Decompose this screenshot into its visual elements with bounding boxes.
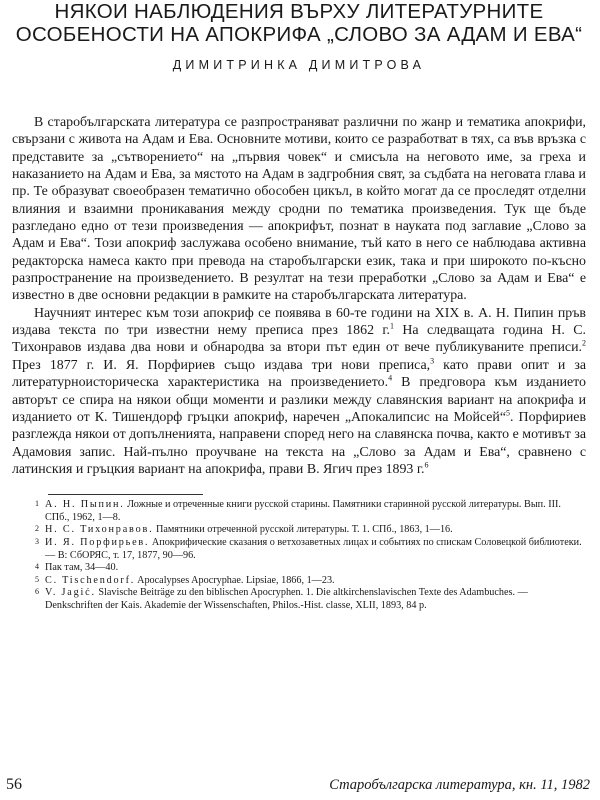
paragraph-2-text: . Порфириев разглежда някои от допълненията, направени според него на славянска почва, както е мотивът за Адамовия запис. Най-пълно проучване на текста на „Слово за Адам и Ева“, сравнено с латинския и гръцкия вариант на апокрифа, прави В. Ягич през 1893 г. (12, 409, 586, 477)
footnote (12, 499, 586, 524)
page-number: 56 (6, 776, 22, 793)
footnote-text: Памятники отреченной русской литературы. Т. 1. СПб., 1863, 1—16. (153, 524, 453, 536)
footnote-author: Н. С. Тихонравов. (45, 524, 154, 536)
footnote-ref-3[interactable]: 3 (430, 356, 435, 366)
footnote-ref-1[interactable]: 1 (390, 321, 395, 331)
paragraph-2-text: На следващата година Н. С. Тихонравов издава два нови и обнародва за втори път един от вече публикуваните преписи. (12, 323, 586, 356)
footnote-author: И. Я. Порфирьев. (45, 537, 150, 548)
article-title-line-1: НЯКОИ НАБЛЮДЕНИЯ ВЪРХУ ЛИТЕРАТУРНИТЕ (54, 0, 544, 23)
footnote-number: 2 (35, 524, 39, 534)
footnote-number: 4 (35, 562, 39, 572)
journal-citation: Старобългарска литература, кн. 11, 1982 (329, 777, 590, 793)
footnotes (12, 499, 586, 612)
footnote (12, 562, 586, 575)
paragraph-2-text: Научният интерес към този апокриф се появява в 60-те години на XIX в. А. Н. Пипин пръв издава текста по три известни нему преписа през 1862 г. (12, 305, 586, 339)
footnote (12, 575, 586, 588)
paragraph-2-text: като прави опит и за литературноисторическа характеристика на произведението. (12, 357, 586, 391)
page-footer (6, 772, 590, 794)
article-title-line-2: ОСОБЕНОСТИ НА АПОКРИФА „СЛОВО ЗА АДАМ И ЕВА“ (15, 23, 583, 46)
article-body (12, 114, 586, 478)
footnote-text: Apocalypses Apocryphae. Lipsiae, 1866, 1—23. (135, 574, 335, 586)
paragraph-1: В старобългарската литература се разпространяват различни по жанр и тематика апокрифи, свързани с живота на Адам и Ева. Основните мотиви, които се разработват в тях, са във връзка с представите за „сътворението“ на „първия човек“ и смисъла на неговото име, за греха и наказанието на Адам и Ева, за мястото на Адам в задгробния свят, за съдбата на неговата глава и пр. Те образуват своеобразен тематично обособен цикъл, в който могат да се проследят отделни влияния и взаимни проникавания между сродни по тематика произведения. Тук ще бъде разгледано едно от тези произведения — апокрифът, познат в науката под заглавие „Слово за Адам и Ева“. Този апокриф заслужава особено внимание, тъй като в него се наблюдава активна редакторска намеса както при превода на старобългарски език, така и при широкото по-късно разпространение на произведението. В резултат на тези преработки „Слово за Адам и Ева“ е известно в две основни редакции в рамките на старобългарската литература. (12, 115, 586, 304)
footnote-author: C. Tischendorf. (45, 574, 136, 586)
footnote-author: V. Jagić. (45, 587, 96, 599)
footnote-divider (48, 494, 203, 495)
footnote-number: 5 (35, 574, 39, 584)
footnote (12, 537, 586, 562)
footnote-ref-2[interactable]: 2 (582, 338, 586, 348)
footnote-text: Ложные и отреченные книги русской старины. Памятники старинной русской литературы. Вып. III. СПб., 1962, 1—8. (45, 499, 561, 523)
paragraph-2 (12, 305, 586, 478)
footnote-text: Slavische Beiträge zu den biblischen Apocryphen. 1. Die altkirchenslavischen Texte des Adambuches. — Denkschriften der Kais. Akademie der Wissenschaften, Philos.-Hist. classe, XLII, 1893, 84 p. (45, 587, 528, 611)
footnote (12, 524, 586, 537)
footnote-number: 6 (35, 587, 39, 597)
footnote-text: Пак там, 34—40. (45, 562, 119, 574)
footnote (12, 587, 586, 612)
paragraph-2-text: През 1877 г. И. Я. Порфириев също издава три нови преписа, (12, 357, 431, 373)
footnote-ref-4[interactable]: 4 (388, 373, 393, 383)
paragraph-2-text: В предговора към изданието авторът се спира на някои общи моменти и разлики между славянския вариант на апокрифа и изданието от К. Тишендорф гръцки апокриф, наречен „Апокалипсис на Мойсей“ (12, 375, 587, 425)
footnote-number: 3 (35, 537, 39, 546)
footnote-number: 1 (35, 499, 39, 509)
footnote-text: Апокрифические сказания о ветхозаветных лицах и событиях по спискам Соловецкой библиотеки. — В: СбОРЯС, т. 17, 1877, 90—96. (45, 537, 582, 561)
footnote-ref-6[interactable]: 6 (424, 460, 429, 470)
article-header (12, 0, 586, 72)
footnote-ref-5[interactable]: 5 (506, 408, 511, 418)
article-author: ДИМИТРИНКА ДИМИТРОВА (172, 58, 426, 72)
footnote-author: А. Н. Пыпин. (45, 499, 125, 511)
